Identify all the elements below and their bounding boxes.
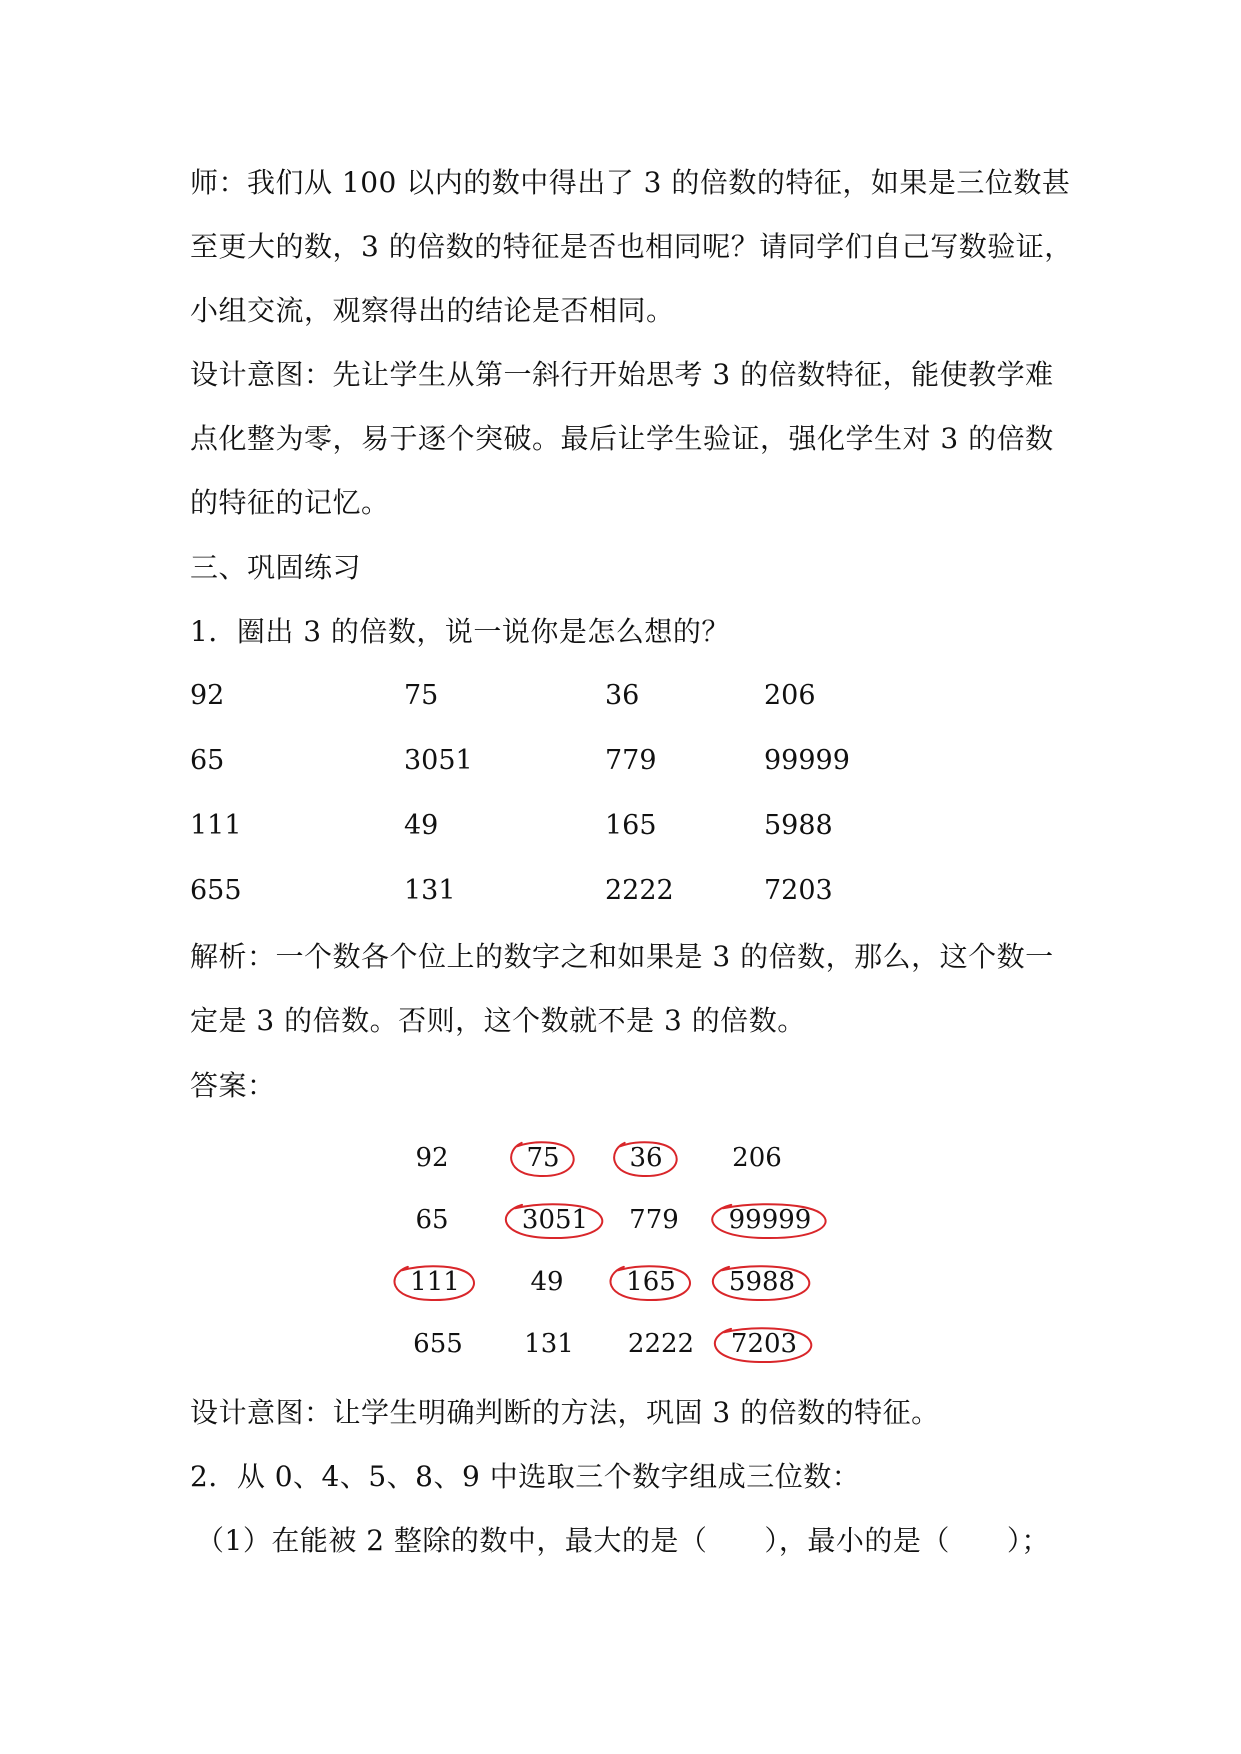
answer-number: 75 (526, 1143, 560, 1173)
grid-number: 36 (605, 680, 640, 711)
grid-number: 206 (764, 680, 816, 711)
grid-number: 779 (605, 745, 657, 776)
answer-label: 答案： (190, 1069, 276, 1102)
answer-number: 111 (410, 1267, 460, 1297)
design-intent-line: 点化整为零，易于逐个突破。最后让学生验证，强化学生对 3 的倍数 (190, 422, 1054, 455)
grid-number: 99999 (764, 745, 850, 776)
answer-number: 92 (415, 1143, 449, 1173)
grid-number: 111 (190, 810, 242, 841)
answer-number: 131 (524, 1329, 574, 1359)
paragraph-line: 师：我们从 100 以内的数中得出了 3 的倍数的特征，如果是三位数甚 (190, 166, 1071, 199)
answer-number: 99999 (728, 1205, 812, 1235)
grid-number: 7203 (764, 875, 833, 906)
answer-number: 206 (732, 1143, 782, 1173)
question-1: 1．圈出 3 的倍数，说一说你是怎么想的？ (190, 615, 730, 648)
question-2-part-1: （1）在能被 2 整除的数中，最大的是（ ），最小的是（ ）； (196, 1524, 1050, 1557)
answer-number: 779 (629, 1205, 679, 1235)
section-heading: 三、巩固练习 (190, 551, 362, 584)
analysis-line: 解析：一个数各个位上的数字之和如果是 3 的倍数，那么，这个数一 (190, 940, 1054, 973)
design-intent-line: 的特征的记忆。 (190, 486, 390, 519)
answer-number: 3051 (521, 1205, 589, 1235)
paragraph-line: 小组交流，观察得出的结论是否相同。 (190, 294, 675, 327)
answer-number: 49 (530, 1267, 564, 1297)
grid-number: 75 (404, 680, 439, 711)
grid-number: 5988 (764, 810, 833, 841)
analysis-line: 定是 3 的倍数。否则，这个数就不是 3 的倍数。 (190, 1004, 806, 1037)
answer-number: 2222 (627, 1329, 695, 1359)
grid-number: 3051 (404, 745, 473, 776)
answer-number: 7203 (730, 1329, 798, 1359)
grid-number: 92 (190, 680, 225, 711)
grid-number: 65 (190, 745, 225, 776)
answer-number: 5988 (728, 1267, 796, 1297)
answer-number: 36 (629, 1143, 663, 1173)
answer-number: 165 (626, 1267, 676, 1297)
answer-number: 65 (415, 1205, 449, 1235)
answer-number: 655 (413, 1329, 463, 1359)
grid-number: 2222 (605, 875, 674, 906)
grid-number: 49 (404, 810, 439, 841)
paragraph-line: 至更大的数，3 的倍数的特征是否也相同呢？请同学们自己写数验证， (190, 230, 1073, 263)
question-2: 2．从 0、4、5、8、9 中选取三个数字组成三位数： (190, 1460, 861, 1493)
design-intent-line: 设计意图：先让学生从第一斜行开始思考 3 的倍数特征，能使教学难 (190, 358, 1054, 391)
design-intent-line: 设计意图：让学生明确判断的方法，巩固 3 的倍数的特征。 (190, 1396, 940, 1429)
grid-number: 165 (605, 810, 657, 841)
grid-number: 655 (190, 875, 242, 906)
grid-number: 131 (404, 875, 456, 906)
